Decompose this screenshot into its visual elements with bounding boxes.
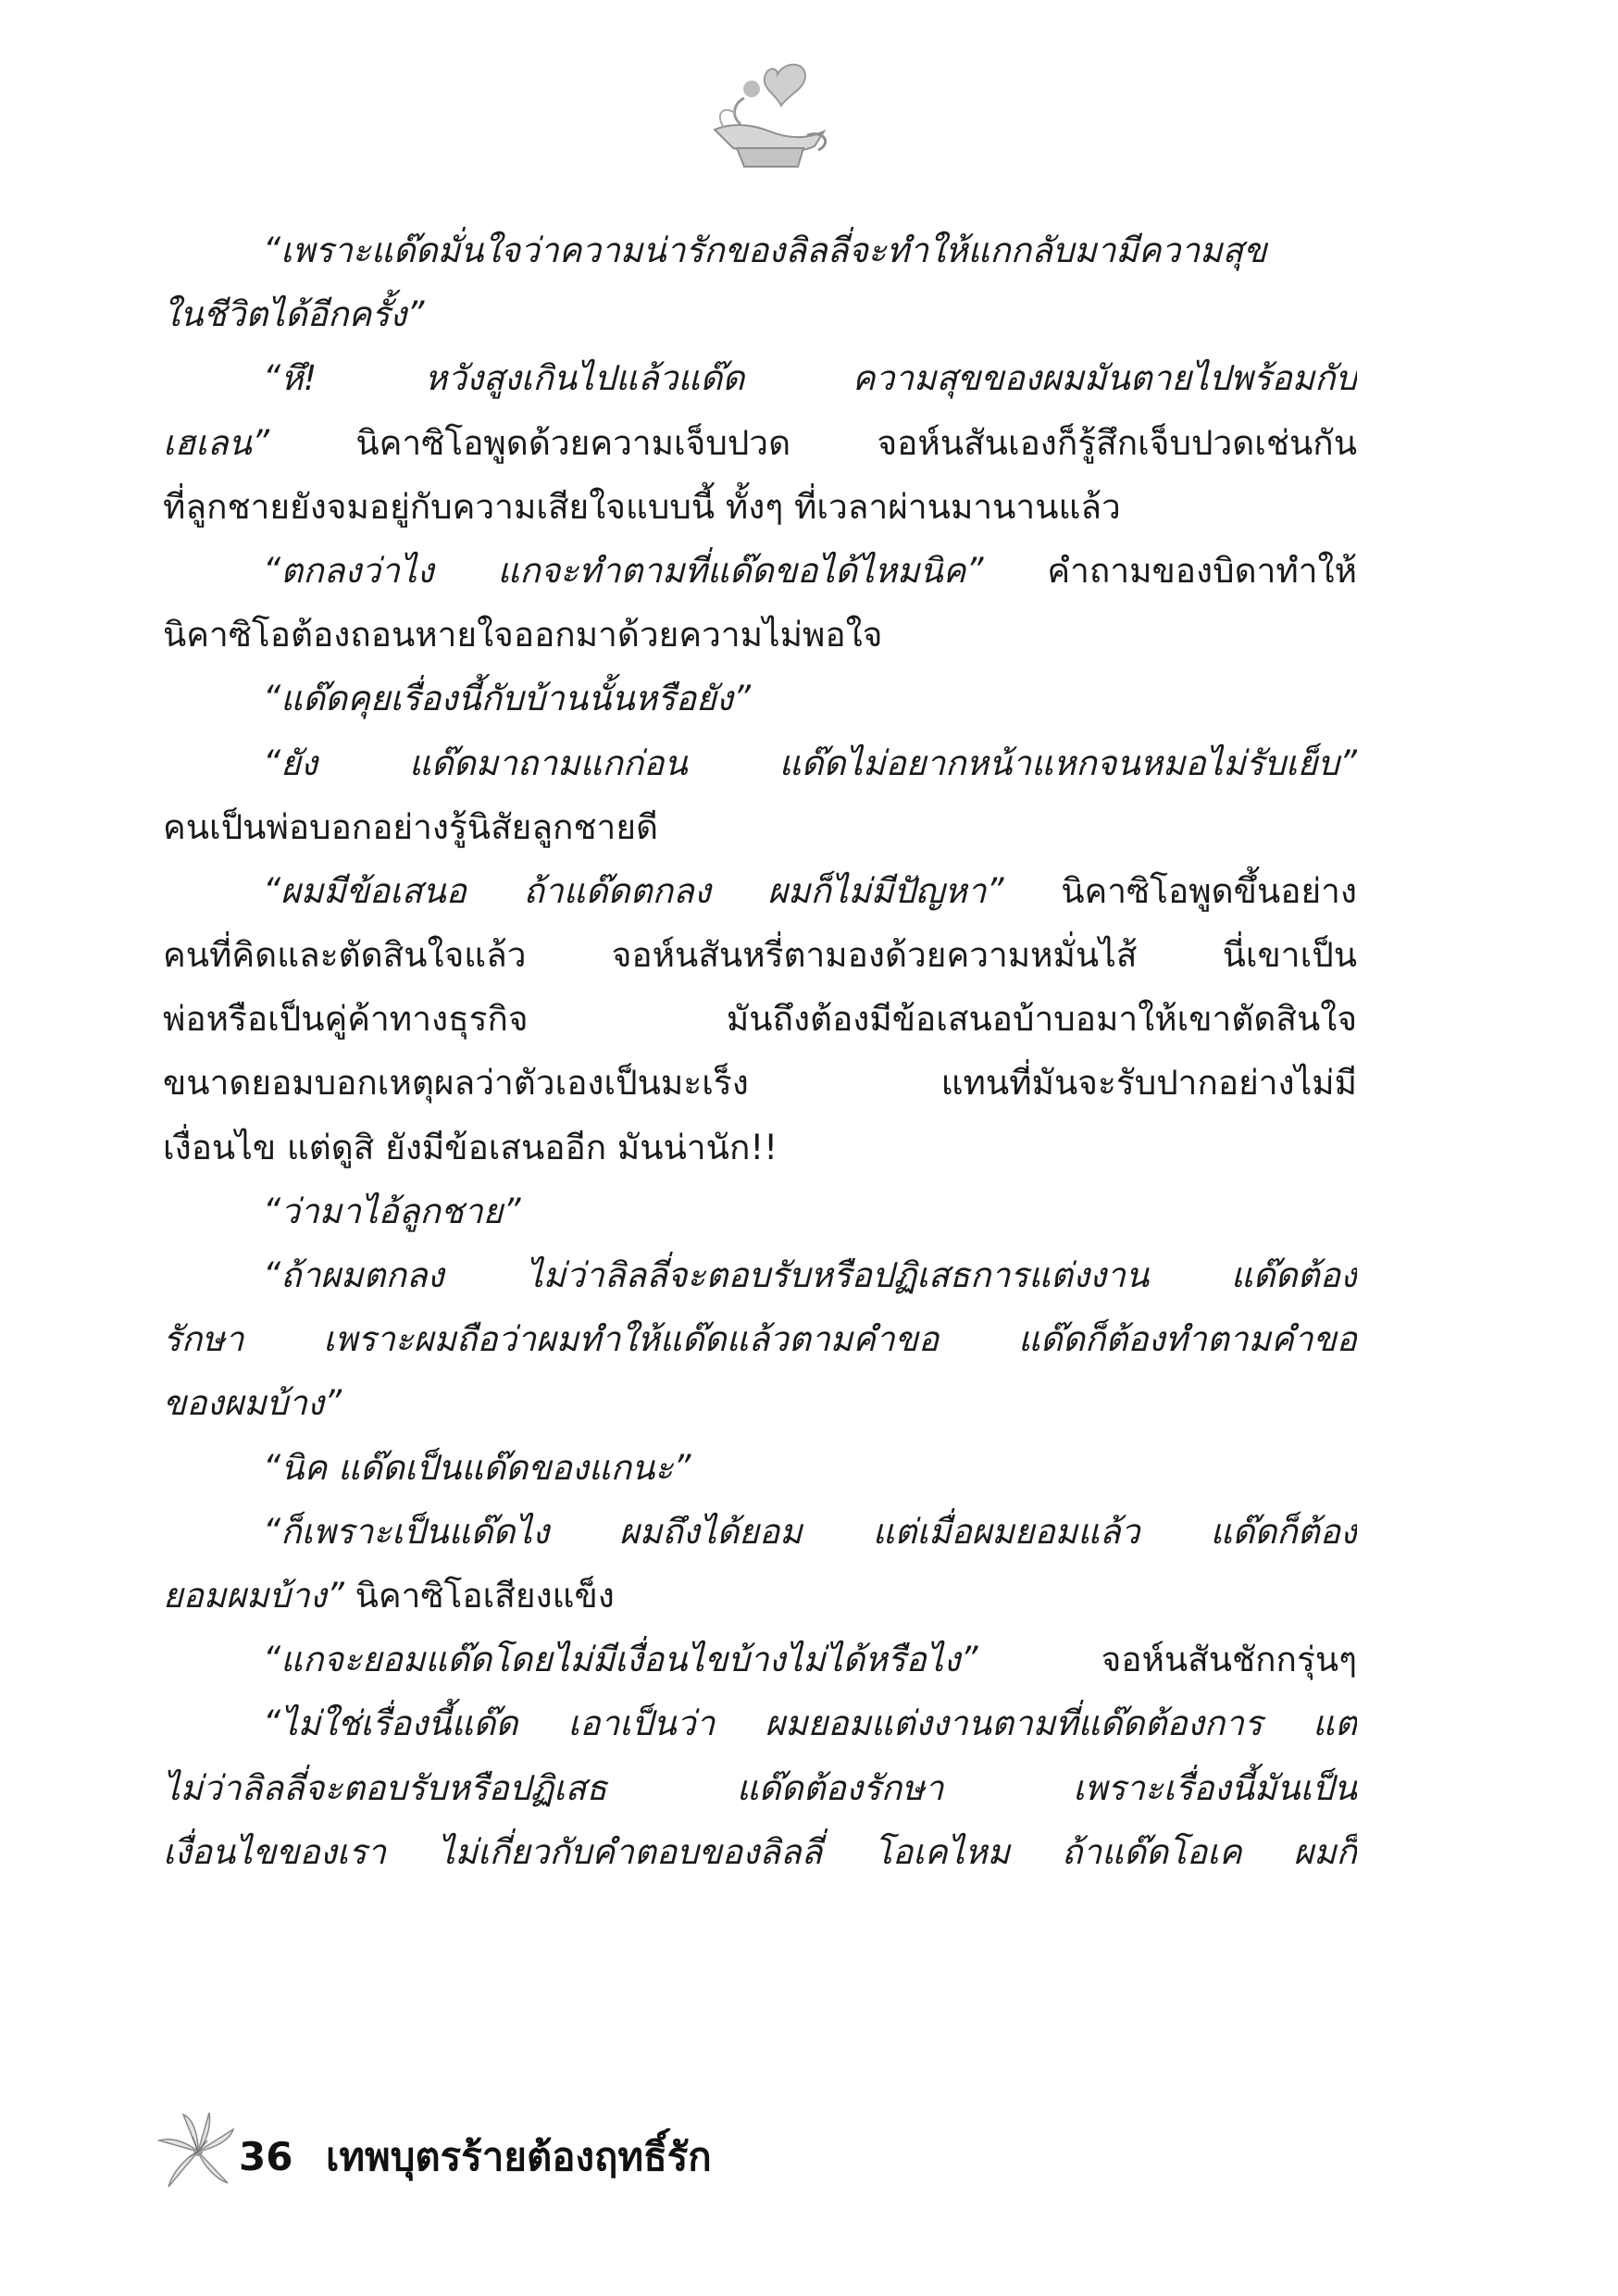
lily-flower-icon xyxy=(156,2109,241,2194)
text-line: คนที่คิดและตัดสินใจแล้ว จอห์นสันหรี่ตามองด้วยความหมั่นไส้ นี่เขาเป็น xyxy=(163,935,1357,976)
text-line: ที่ลูกชายยังจมอยู่กับความเสียใจแบบนี้ ทั้งๆ ที่เวลาผ่านมานานแล้ว xyxy=(163,486,1121,527)
text-line: “หึ! หวังสูงเกินไปแล้วแด๊ด ความสุขของผมมันตายไปพร้อมกับ xyxy=(263,358,1357,399)
text-line: เฮเลน” นิคาซิโอพูดด้วยความเจ็บปวด จอห์นสันเองก็รู้สึกเจ็บปวดเช่นกัน xyxy=(163,422,1357,463)
page-number: 36 xyxy=(239,2134,293,2179)
text-line: เงื่อนไข แต่ดูสิ ยังมีข้อเสนออีก มันน่านัก!! xyxy=(163,1127,778,1167)
text-line: ของผมบ้าง” xyxy=(163,1383,342,1424)
text-line: “ว่ามาไอ้ลูกชาย” xyxy=(263,1191,521,1231)
text-line: “ถ้าผมตกลง ไม่ว่าลิลลี่จะตอบรับหรือปฏิเสธการแต่งงาน แด๊ดต้อง xyxy=(263,1255,1357,1295)
text-line: ไม่ว่าลิลลี่จะตอบรับหรือปฏิเสธ แด๊ดต้องรักษา เพราะเรื่องนี้มันเป็น xyxy=(163,1767,1357,1808)
text-line: นิคาซิโอต้องถอนหายใจออกมาด้วยความไม่พอใจ xyxy=(163,615,883,655)
text-line: รักษา เพราะผมถือว่าผมทำให้แด๊ดแล้วตามคำขอ แด๊ดก็ต้องทำตามคำขอ xyxy=(163,1319,1357,1360)
body-text xyxy=(163,218,1357,1884)
text-line: “เพราะแด๊ดมั่นใจว่าความน่ารักของลิลลี่จะทำให้แกกลับมามีความสุข xyxy=(263,231,1267,270)
text-line: “นิค แด๊ดเป็นแด๊ดของแกนะ” xyxy=(263,1447,691,1488)
text-line: ขนาดยอมบอกเหตุผลว่าตัวเองเป็นมะเร็ง แทนที่มันจะรับปากอย่างไม่มี xyxy=(163,1063,1357,1104)
text-line: “ผมมีข้อเสนอ ถ้าแด๊ดตกลง ผมก็ไม่มีปัญหา” นิคาซิโอพูดขึ้นอย่าง xyxy=(263,870,1357,911)
text-line: พ่อหรือเป็นคู่ค้าทางธุรกิจ มันถึงต้องมีข้อเสนอบ้าบอมาให้เขาตัดสินใจ xyxy=(163,999,1357,1040)
text-line: เงื่อนไขของเรา ไม่เกี่ยวกับคำตอบของลิลลี่ โอเคไหม ถ้าแด๊ดโอเค ผมก็ xyxy=(163,1831,1357,1872)
text-line: “ตกลงว่าไง แกจะทำตามที่แด๊ดขอได้ไหมนิค” คำถามของบิดาทำให้ xyxy=(263,550,1357,591)
book-title: เทพบุตรร้ายต้องฤทธิ์รัก xyxy=(326,2134,712,2179)
text-line: ในชีวิตได้อีกครั้ง” xyxy=(163,294,425,335)
text-line: ยอมผมบ้าง” นิคาซิโอเสียงแข็ง xyxy=(163,1575,615,1616)
text-line: “แกจะยอมแด๊ดโดยไม่มีเงื่อนไขบ้างไม่ได้หรือไง” จอห์นสันชักกรุ่นๆ xyxy=(263,1640,1357,1680)
text-line: “ก็เพราะเป็นแด๊ดไง ผมถึงได้ยอม แต่เมื่อผมยอมแล้ว แด๊ดก็ต้อง xyxy=(263,1511,1357,1552)
text-line: คนเป็นพ่อบอกอย่างรู้นิสัยลูกชายดี xyxy=(163,806,659,847)
genie-lamp-icon xyxy=(696,57,835,178)
text-line: “แด๊ดคุยเรื่องนี้กับบ้านนั้นหรือยัง” xyxy=(263,679,752,719)
text-line: “ยัง แด๊ดมาถามแกก่อน แด๊ดไม่อยากหน้าแหกจนหมอไม่รับเย็บ” xyxy=(263,742,1357,783)
text-line: “ไม่ใช่เรื่องนี้แด๊ด เอาเป็นว่า ผมยอมแต่งงานตามที่แด๊ดต้องการ แต่ xyxy=(263,1703,1357,1744)
